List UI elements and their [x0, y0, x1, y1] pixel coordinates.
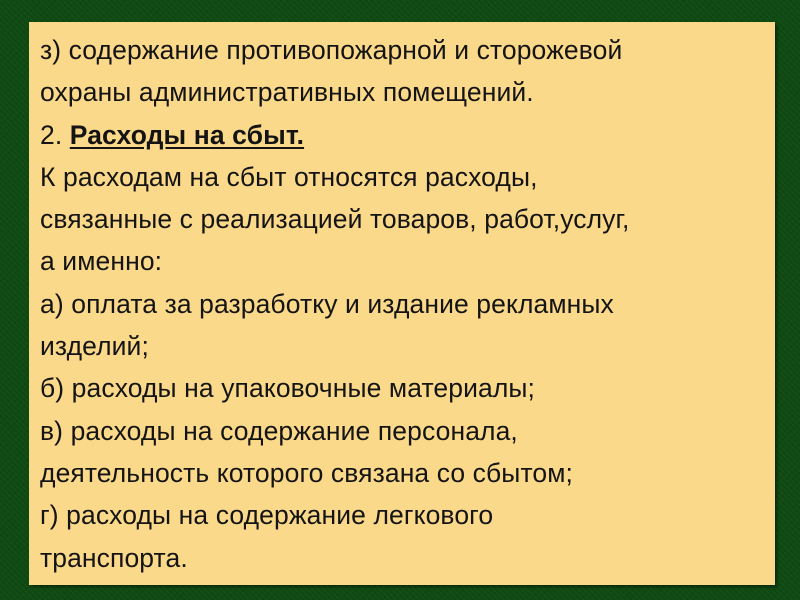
list-item-g-continued: транспорта.	[40, 542, 188, 573]
list-item-a: а) оплата за разработку и издание рекламных	[40, 288, 614, 319]
list-item-v: в) расходы на содержание персонала,	[40, 415, 518, 446]
section-heading: Расходы на сбыт.	[69, 119, 305, 150]
section-number: 2.	[40, 119, 70, 150]
text-line-namely: а именно:	[40, 246, 163, 277]
list-item-b: б) расходы на упаковочные материалы;	[40, 373, 536, 404]
text-line-item-z: з) содержание противопожарной и сторожевой	[40, 35, 623, 65]
text-line-intro-continued: связанные с реализацией товаров, работ,услуг,	[40, 204, 630, 235]
list-item-a-continued: изделий;	[40, 331, 149, 362]
list-item-g: г) расходы на содержание легкового	[40, 500, 494, 531]
slide-body-text	[40, 29, 768, 579]
slide-content-panel	[29, 22, 775, 585]
text-line-intro: К расходам на сбыт относятся расходы,	[40, 161, 538, 192]
section-heading-line	[40, 114, 768, 156]
list-item-v-continued: деятельность которого связана со сбытом;	[40, 457, 574, 488]
text-line-item-z-continued: охраны административных помещений.	[40, 77, 534, 108]
